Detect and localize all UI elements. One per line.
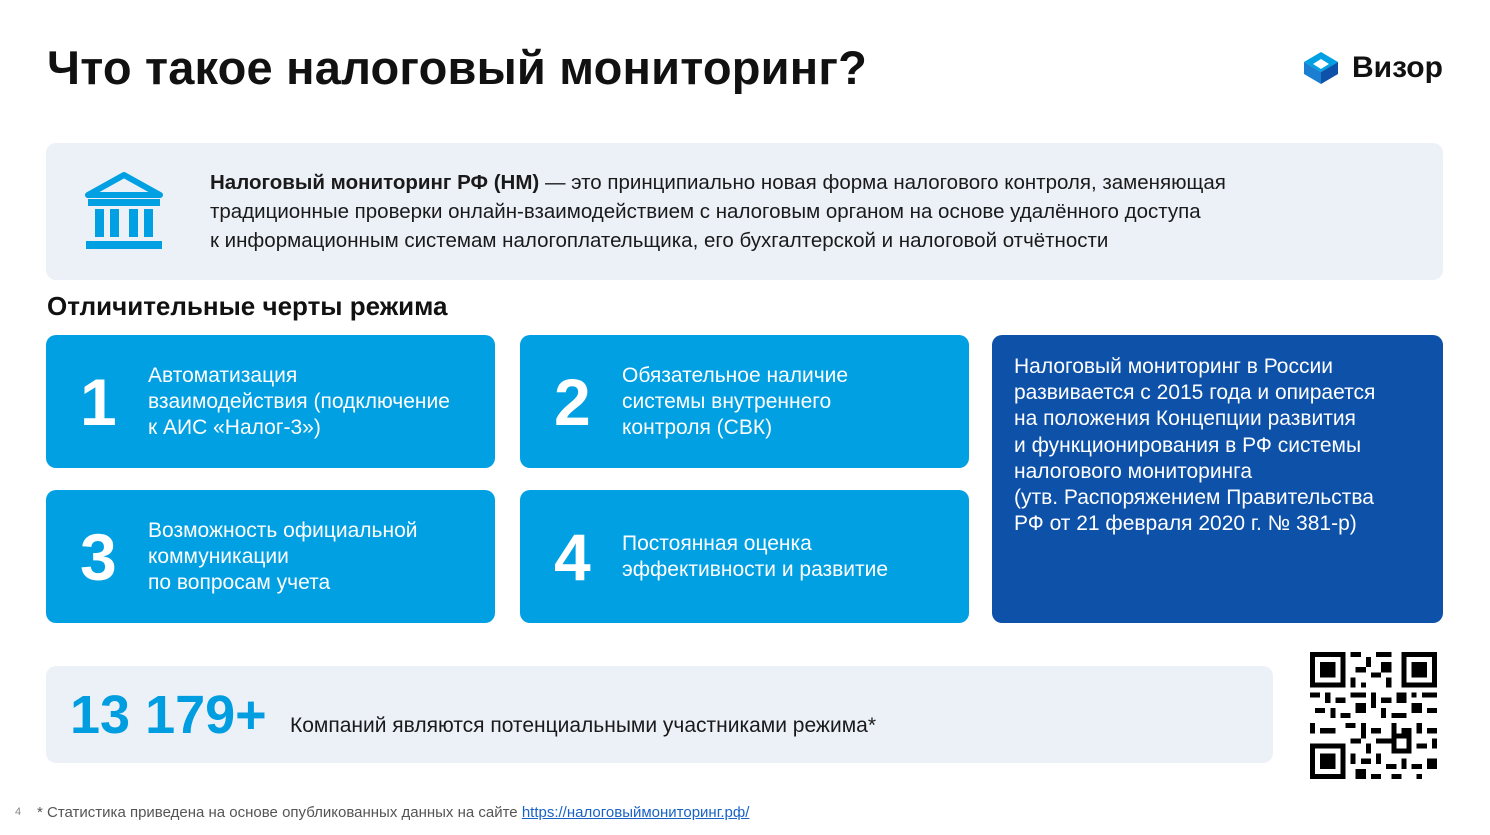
feature-text bbox=[148, 490, 478, 623]
definition-line-2: традиционные проверки онлайн-взаимодействием с налоговым органом на основе удалённого доступа bbox=[210, 200, 1201, 223]
footnote bbox=[37, 804, 749, 821]
page-number: 4 bbox=[15, 806, 22, 818]
page-title: Что такое налоговый мониторинг? bbox=[47, 41, 868, 94]
feature-text bbox=[622, 335, 952, 468]
vizor-logo bbox=[1300, 48, 1443, 88]
statistic-box bbox=[46, 666, 1273, 763]
government-building-icon bbox=[84, 171, 164, 253]
definition-line-3: к информационным системам налогоплательщика, его бухгалтерской и налоговой отчётности bbox=[210, 229, 1109, 252]
feature-number: 1 bbox=[80, 364, 117, 439]
info-line: на положения Концепции развития bbox=[1014, 407, 1356, 431]
feature-line: Постоянная оценка bbox=[622, 531, 812, 555]
feature-card-1 bbox=[46, 335, 495, 468]
feature-card-3 bbox=[46, 490, 495, 623]
qr-code[interactable] bbox=[1310, 652, 1437, 779]
feature-card-2 bbox=[520, 335, 969, 468]
definition-box bbox=[46, 143, 1443, 280]
statistic-value: 13 179+ bbox=[70, 685, 267, 745]
info-box bbox=[992, 335, 1443, 623]
feature-line: эффективности и развитие bbox=[622, 557, 889, 581]
info-line: налогового мониторинга bbox=[1014, 459, 1253, 483]
feature-card-4 bbox=[520, 490, 969, 623]
definition-text bbox=[210, 168, 1370, 255]
info-text bbox=[1014, 354, 1429, 537]
feature-number: 3 bbox=[80, 519, 117, 594]
feature-line: к АИС «Налог-3») bbox=[148, 415, 321, 439]
feature-line: Автоматизация bbox=[148, 363, 298, 387]
features-title: Отличительные черты режима bbox=[47, 291, 448, 321]
info-line: Налоговый мониторинг в России bbox=[1014, 355, 1333, 378]
statistic-label: Компаний являются потенциальными участниками режима* bbox=[290, 714, 877, 737]
info-line: РФ от 21 февраля 2020 г. № 381-р) bbox=[1014, 512, 1357, 536]
feature-line: Возможность официальной bbox=[148, 518, 418, 542]
logo-text: Визор bbox=[1352, 51, 1443, 84]
feature-text bbox=[148, 335, 478, 468]
feature-number: 4 bbox=[554, 519, 591, 594]
feature-line: контроля (СВК) bbox=[622, 415, 773, 439]
definition-term: Налоговый мониторинг РФ (НМ) bbox=[210, 171, 540, 194]
feature-line: взаимодействия (подключение bbox=[148, 389, 450, 413]
feature-text bbox=[622, 490, 952, 623]
feature-line: системы внутреннего bbox=[622, 389, 832, 413]
feature-line: Обязательное наличие bbox=[622, 363, 849, 387]
feature-line: коммуникации bbox=[148, 544, 289, 568]
info-line: развивается с 2015 года и опирается bbox=[1014, 381, 1376, 405]
definition-line-1: — это принципиально новая форма налогового контроля, заменяющая bbox=[539, 171, 1226, 194]
feature-number: 2 bbox=[554, 364, 591, 439]
info-line: (утв. Распоряжением Правительства bbox=[1014, 486, 1374, 510]
feature-line: по вопросам учета bbox=[148, 570, 331, 594]
footnote-text: * Статистика приведена на основе опубликованных данных на сайте bbox=[37, 804, 522, 821]
vizor-logo-icon bbox=[1300, 48, 1342, 88]
info-line: и функционирования в РФ системы bbox=[1014, 433, 1362, 457]
footnote-link[interactable]: https://налоговыймониторинг.рф/ bbox=[521, 804, 750, 821]
